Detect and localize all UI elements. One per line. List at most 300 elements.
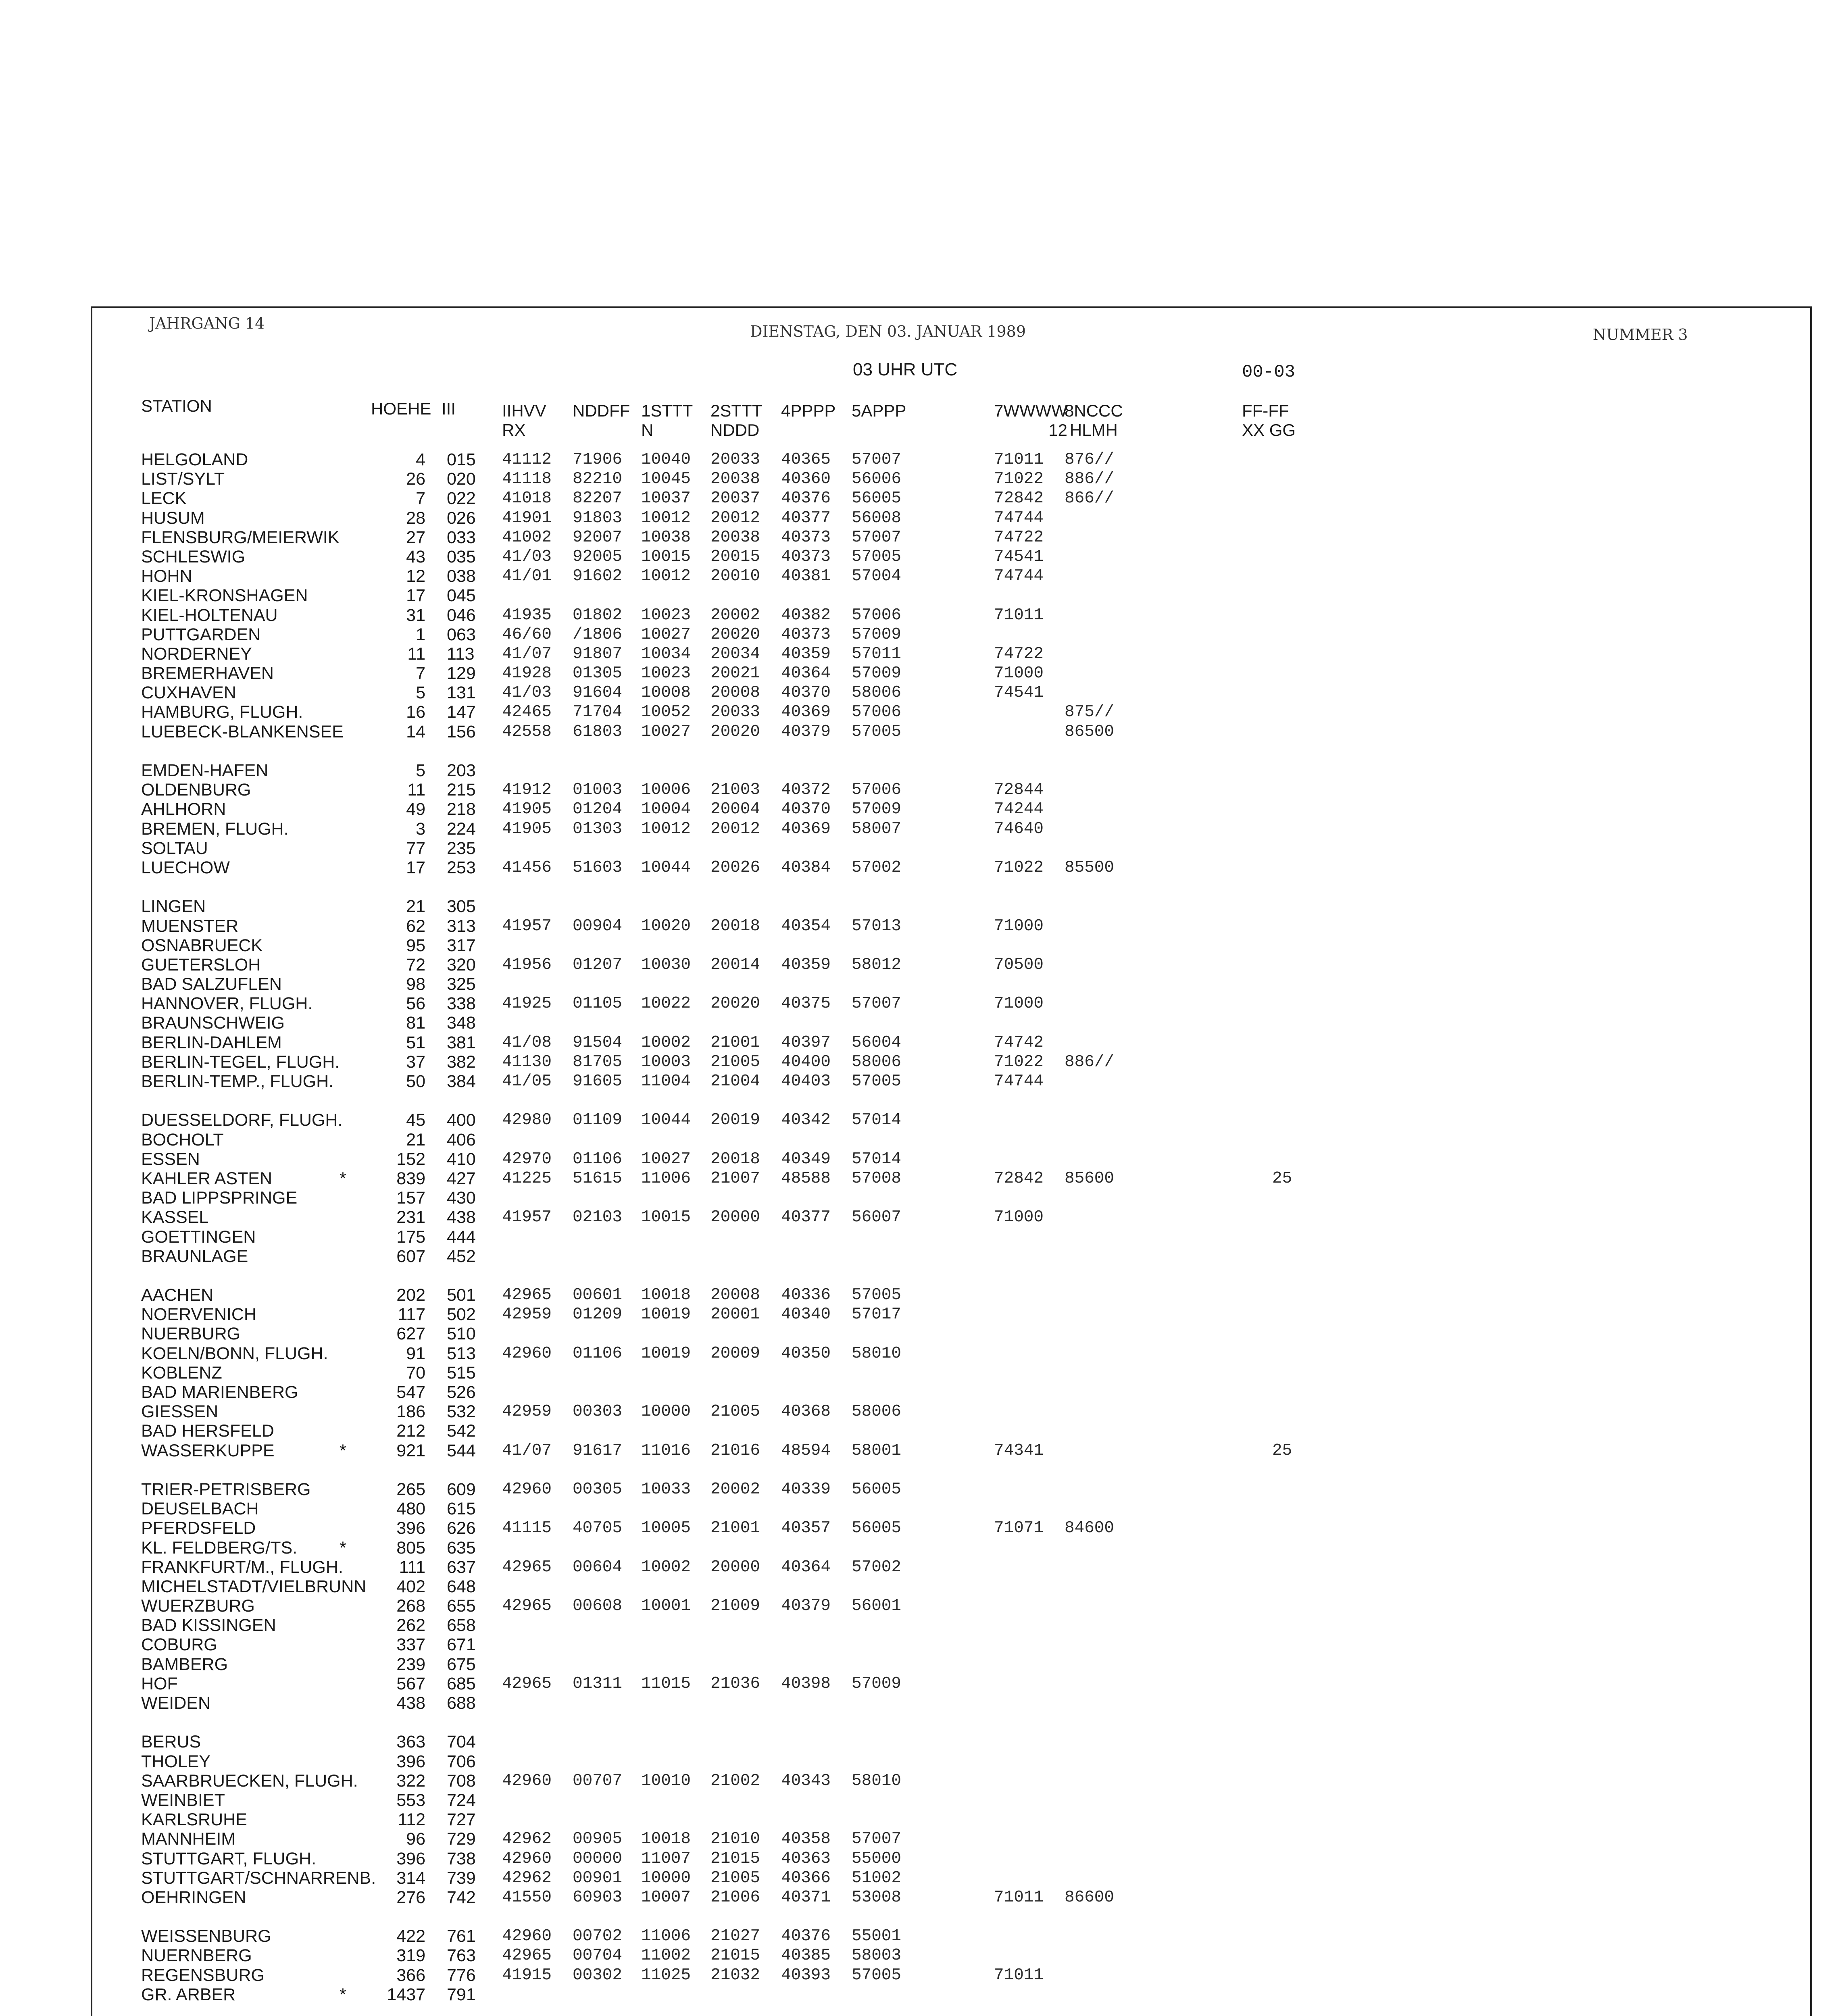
- station-height: 26: [406, 469, 425, 489]
- table-row: [0, 839, 1846, 858]
- code-2sttt: 20020: [710, 625, 760, 644]
- code-4pppp: 40381: [781, 567, 831, 586]
- station-id: 727: [447, 1810, 476, 1830]
- col-station: STATION: [141, 396, 212, 415]
- code-2sttt: 20009: [710, 1344, 760, 1363]
- station-id: 501: [447, 1285, 476, 1305]
- code-nddff: 81705: [573, 1052, 623, 1071]
- station-id: 776: [447, 1965, 476, 1985]
- code-1sttt: 10020: [641, 916, 691, 935]
- station-height: 12: [406, 566, 425, 586]
- code-nddff: 91504: [573, 1033, 623, 1052]
- station-id: 724: [447, 1790, 476, 1810]
- code-2sttt: 20033: [710, 703, 760, 722]
- station-height: 49: [406, 800, 425, 819]
- code-nddff: 01802: [573, 606, 623, 625]
- code-4pppp: 40373: [781, 625, 831, 644]
- code-2sttt: 21007: [710, 1169, 760, 1188]
- code-4pppp: 40369: [781, 703, 831, 722]
- station-id: 045: [447, 586, 476, 606]
- time-range: 00-03: [1242, 362, 1296, 382]
- station-id: 305: [447, 897, 476, 916]
- code-4pppp: 40382: [781, 606, 831, 625]
- code-iihvv: 41118: [502, 470, 552, 489]
- station-height: 175: [396, 1227, 425, 1247]
- station-height: 28: [406, 508, 425, 528]
- station-id: 026: [447, 508, 476, 528]
- code-2sttt: 21015: [710, 1849, 760, 1868]
- station-height: 72: [406, 955, 425, 975]
- station-name: SOLTAU: [141, 838, 208, 858]
- table-row: [0, 1674, 1846, 1693]
- col-iii: III: [442, 399, 456, 418]
- table-row: [0, 1810, 1846, 1829]
- code-5appp: 57007: [852, 528, 902, 547]
- code-iihvv: 41002: [502, 528, 552, 547]
- station-name: MANNHEIM: [141, 1829, 236, 1849]
- code-1sttt: 11007: [641, 1849, 691, 1868]
- code-5appp: 55000: [852, 1849, 902, 1868]
- station-name: OLDENBURG: [141, 780, 251, 800]
- code-8nccc: 866//: [1065, 489, 1115, 508]
- table-row: [0, 1150, 1846, 1169]
- code-nddff: 01209: [573, 1305, 623, 1324]
- code-5appp: 57009: [852, 800, 902, 819]
- station-id: 761: [447, 1926, 476, 1946]
- code-4pppp: 48588: [781, 1169, 831, 1188]
- code-4pppp: 40376: [781, 489, 831, 508]
- table-row: [0, 508, 1846, 528]
- table-row: [0, 761, 1846, 780]
- station-name: BOCHOLT: [141, 1130, 224, 1150]
- code-4pppp: 40359: [781, 955, 831, 974]
- code-1sttt: 10015: [641, 1208, 691, 1227]
- station-id: 742: [447, 1887, 476, 1907]
- code-7wwww: 70500: [994, 955, 1044, 974]
- code-iihvv: 41/05: [502, 1072, 552, 1091]
- station-name: STUTTGART/SCHNARRENB.: [141, 1868, 376, 1888]
- station-name: KL. FELDBERG/TS.: [141, 1538, 298, 1558]
- table-row: [0, 1868, 1846, 1888]
- station-height: 422: [396, 1926, 425, 1946]
- station-name: BAD MARIENBERG: [141, 1383, 298, 1402]
- code-iihvv: 42962: [502, 1830, 552, 1849]
- code-5appp: 57005: [852, 1286, 902, 1305]
- station-id: 615: [447, 1499, 476, 1519]
- table-row: [0, 1616, 1846, 1635]
- station-height: 805: [396, 1538, 425, 1558]
- code-nddff: 71704: [573, 703, 623, 722]
- code-2sttt: 20000: [710, 1558, 760, 1577]
- station-name: OEHRINGEN: [141, 1887, 246, 1907]
- mountain-station-mark: *: [340, 1538, 346, 1558]
- station-height: 3: [416, 819, 425, 839]
- code-nddff: 00905: [573, 1830, 623, 1849]
- code-iihvv: 41915: [502, 1966, 552, 1985]
- code-iihvv: 42960: [502, 1771, 552, 1790]
- table-row: [0, 1421, 1846, 1441]
- code-8nccc: 886//: [1065, 1052, 1115, 1071]
- code-7wwww: 71000: [994, 664, 1044, 683]
- code-nddff: 91602: [573, 567, 623, 586]
- code-4pppp: 40376: [781, 1927, 831, 1946]
- table-row: [0, 1538, 1846, 1558]
- station-name: LUECHOW: [141, 858, 230, 877]
- code-7wwww: 72842: [994, 1169, 1044, 1188]
- station-name: WEINBIET: [141, 1790, 225, 1810]
- station-height: 1: [416, 625, 425, 644]
- station-name: WEIDEN: [141, 1693, 210, 1713]
- code-iihvv: 41/08: [502, 1033, 552, 1052]
- code-5appp: 57011: [852, 644, 902, 663]
- station-id: 317: [447, 935, 476, 955]
- code-5appp: 58010: [852, 1771, 902, 1790]
- code-5appp: 58006: [852, 1402, 902, 1421]
- code-1sttt: 10044: [641, 858, 691, 877]
- code-4pppp: 40364: [781, 664, 831, 683]
- code-2sttt: 20012: [710, 508, 760, 527]
- code-5appp: 56001: [852, 1597, 902, 1616]
- station-height: 396: [396, 1752, 425, 1771]
- code-4pppp: 40343: [781, 1771, 831, 1790]
- station-height: 152: [396, 1149, 425, 1169]
- table-row: [0, 1247, 1846, 1266]
- station-name: KOELN/BONN, FLUGH.: [141, 1343, 328, 1363]
- code-5appp: 58006: [852, 683, 902, 702]
- code-7wwww: 71011: [994, 1966, 1044, 1985]
- code-2sttt: 21001: [710, 1033, 760, 1052]
- col-c5: 4PPPP: [781, 401, 836, 420]
- station-height: 839: [396, 1168, 425, 1188]
- station-height: 37: [406, 1052, 425, 1072]
- code-nddff: 00000: [573, 1849, 623, 1868]
- code-7wwww: 71011: [994, 450, 1044, 469]
- code-7wwww: 71011: [994, 606, 1044, 625]
- station-id: 688: [447, 1693, 476, 1713]
- station-name: NOERVENICH: [141, 1305, 256, 1325]
- table-row: [0, 1169, 1846, 1188]
- code-8nccc: 85600: [1065, 1169, 1115, 1188]
- code-5appp: 58012: [852, 955, 902, 974]
- code-1sttt: 10027: [641, 1150, 691, 1168]
- station-id: 635: [447, 1538, 476, 1558]
- code-7wwww: 71000: [994, 1208, 1044, 1227]
- table-row: [0, 469, 1846, 489]
- code-8nccc: 86600: [1065, 1888, 1115, 1907]
- code-2sttt: 20038: [710, 470, 760, 489]
- col-c6: 5APPP: [852, 401, 906, 420]
- code-1sttt: 10034: [641, 644, 691, 663]
- code-4pppp: 40403: [781, 1072, 831, 1091]
- station-id: 410: [447, 1149, 476, 1169]
- code-2sttt: 20004: [710, 800, 760, 819]
- station-height: 567: [396, 1674, 425, 1693]
- station-id: 131: [447, 683, 476, 703]
- table-row: [0, 1849, 1846, 1868]
- table-row: [0, 1577, 1846, 1596]
- code-1sttt: 11016: [641, 1441, 691, 1460]
- code-5appp: 57013: [852, 916, 902, 935]
- code-5appp: 56008: [852, 508, 902, 527]
- station-height: 157: [396, 1188, 425, 1208]
- station-name: KAHLER ASTEN: [141, 1168, 272, 1188]
- code-7wwww: 74244: [994, 800, 1044, 819]
- station-name: DUESSELDORF, FLUGH.: [141, 1110, 343, 1130]
- table-row: [0, 450, 1846, 469]
- code-2sttt: 20018: [710, 916, 760, 935]
- code-4pppp: 40375: [781, 994, 831, 1013]
- station-name: LIST/SYLT: [141, 469, 225, 489]
- station-id: 035: [447, 547, 476, 566]
- table-row: [0, 528, 1846, 547]
- station-height: 81: [406, 1013, 425, 1033]
- code-iihvv: 41957: [502, 1208, 552, 1227]
- code-4pppp: 40354: [781, 916, 831, 935]
- station-height: 17: [406, 586, 425, 606]
- group-spacer: [0, 877, 1846, 897]
- code-8nccc: 86500: [1065, 722, 1115, 741]
- code-iihvv: 46/60: [502, 625, 552, 644]
- code-1sttt: 10052: [641, 703, 691, 722]
- code-4pppp: 40369: [781, 819, 831, 838]
- code-nddff: 01207: [573, 955, 623, 974]
- table-row: [0, 1752, 1846, 1771]
- col-c3: 1STTT N: [641, 401, 693, 439]
- table-row: [0, 1926, 1846, 1946]
- station-height: 117: [398, 1305, 425, 1325]
- code-1sttt: 10008: [641, 683, 691, 702]
- code-2sttt: 20018: [710, 1150, 760, 1168]
- code-iihvv: 41/07: [502, 1441, 552, 1460]
- table-row: [0, 1033, 1846, 1052]
- code-nddff: 00704: [573, 1946, 623, 1965]
- code-5appp: 57002: [852, 1558, 902, 1577]
- mountain-station-mark: *: [340, 1441, 346, 1460]
- station-id: 235: [447, 838, 476, 858]
- station-id: 063: [447, 625, 476, 644]
- code-1sttt: 10006: [641, 781, 691, 800]
- code-iihvv: 42965: [502, 1558, 552, 1577]
- station-name: KIEL-KRONSHAGEN: [141, 586, 308, 606]
- station-id: 427: [447, 1168, 476, 1188]
- code-iihvv: 42558: [502, 722, 552, 741]
- table-row: [0, 1383, 1846, 1402]
- station-id: 033: [447, 527, 476, 547]
- code-4pppp: 40349: [781, 1150, 831, 1168]
- code-1sttt: 10027: [641, 625, 691, 644]
- code-2sttt: 20026: [710, 858, 760, 877]
- station-name: TRIER-PETRISBERG: [141, 1479, 311, 1499]
- station-height: 402: [396, 1577, 425, 1596]
- code-1sttt: 10022: [641, 994, 691, 1013]
- code-7wwww: 71011: [994, 1888, 1044, 1907]
- code-1sttt: 10019: [641, 1305, 691, 1324]
- station-id: 763: [447, 1946, 476, 1966]
- code-nddff: 91807: [573, 644, 623, 663]
- code-1sttt: 10012: [641, 567, 691, 586]
- table-row: [0, 547, 1846, 566]
- station-id: 156: [447, 722, 476, 741]
- code-4pppp: 40379: [781, 722, 831, 741]
- code-nddff: 00707: [573, 1771, 623, 1790]
- station-height: 7: [416, 489, 425, 508]
- station-height: 7: [416, 664, 425, 683]
- station-height: 31: [406, 605, 425, 625]
- table-row: [0, 1363, 1846, 1383]
- code-4pppp: 40364: [781, 1558, 831, 1577]
- station-height: 276: [396, 1887, 425, 1907]
- code-2sttt: 20002: [710, 606, 760, 625]
- station-id: 526: [447, 1383, 476, 1402]
- station-height: 239: [396, 1654, 425, 1674]
- code-nddff: 01109: [573, 1111, 623, 1130]
- station-name: SAARBRUECKEN, FLUGH.: [141, 1771, 358, 1791]
- code-7wwww: 71022: [994, 1052, 1044, 1071]
- station-height: 17: [406, 858, 425, 877]
- station-name: GIESSEN: [141, 1402, 219, 1422]
- station-id: 739: [447, 1868, 476, 1888]
- code-iihvv: 41/07: [502, 644, 552, 663]
- table-row: [0, 489, 1846, 508]
- station-height: 5: [416, 761, 425, 780]
- station-name: HELGOLAND: [141, 450, 248, 469]
- code-4pppp: 40342: [781, 1111, 831, 1130]
- code-8nccc: 876//: [1065, 450, 1115, 469]
- station-name: WASSERKUPPE: [141, 1441, 275, 1460]
- table-row: [0, 858, 1846, 877]
- station-id: 400: [447, 1110, 476, 1130]
- issue-number: NUMMER 3: [1593, 326, 1688, 344]
- code-nddff: /1806: [573, 625, 623, 644]
- code-4pppp: 40350: [781, 1344, 831, 1363]
- code-2sttt: 20015: [710, 547, 760, 566]
- station-height: 56: [406, 994, 425, 1014]
- code-7wwww: 74744: [994, 508, 1044, 527]
- code-2sttt: 20033: [710, 450, 760, 469]
- table-row: [0, 1732, 1846, 1752]
- station-name: WUERZBURG: [141, 1596, 255, 1616]
- code-4pppp: 40370: [781, 800, 831, 819]
- station-height: 21: [406, 897, 425, 916]
- col-c9: FF-FF XX GG: [1242, 401, 1296, 439]
- station-height: 4: [416, 450, 425, 469]
- table-row: [0, 1888, 1846, 1907]
- station-id: 147: [447, 702, 476, 722]
- code-5appp: 57009: [852, 625, 902, 644]
- station-name: KASSEL: [141, 1208, 209, 1227]
- code-iihvv: 41456: [502, 858, 552, 877]
- station-height: 366: [396, 1965, 425, 1985]
- station-height: 337: [396, 1635, 425, 1655]
- code-nddff: 00601: [573, 1286, 623, 1305]
- code-2sttt: 21036: [710, 1674, 760, 1693]
- table-row: [0, 1110, 1846, 1130]
- code-7wwww: 72844: [994, 781, 1044, 800]
- code-1sttt: 11006: [641, 1169, 691, 1188]
- code-nddff: 01106: [573, 1344, 623, 1363]
- code-nddff: 00702: [573, 1927, 623, 1946]
- table-row: [0, 955, 1846, 975]
- code-7wwww: 71000: [994, 994, 1044, 1013]
- code-nddff: 40705: [573, 1519, 623, 1538]
- table-row: [0, 1402, 1846, 1421]
- station-name: BAMBERG: [141, 1654, 228, 1674]
- code-2sttt: 21003: [710, 781, 760, 800]
- code-iihvv: 41115: [502, 1519, 552, 1538]
- code-5appp: 56005: [852, 1519, 902, 1538]
- code-iihvv: 41130: [502, 1052, 552, 1071]
- code-iihvv: 41112: [502, 450, 552, 469]
- station-height: 112: [398, 1810, 425, 1830]
- code-8nccc: 84600: [1065, 1519, 1115, 1538]
- station-id: 675: [447, 1654, 476, 1674]
- code-iihvv: 41905: [502, 819, 552, 838]
- code-nddff: 61803: [573, 722, 623, 741]
- code-4pppp: 40385: [781, 1946, 831, 1965]
- code-2sttt: 21002: [710, 1771, 760, 1790]
- station-id: 706: [447, 1752, 476, 1771]
- station-height: 62: [406, 916, 425, 936]
- code-nddff: 51615: [573, 1169, 623, 1188]
- station-id: 444: [447, 1227, 476, 1247]
- station-name: FRANKFURT/M., FLUGH.: [141, 1557, 343, 1577]
- code-iihvv: 41956: [502, 955, 552, 974]
- table-row: [0, 1985, 1846, 2004]
- code-5appp: 57004: [852, 567, 902, 586]
- code-5appp: 57006: [852, 606, 902, 625]
- station-name: GR. ARBER: [141, 1985, 236, 2004]
- code-iihvv: 41912: [502, 781, 552, 800]
- code-ff-ff: 25: [1272, 1169, 1292, 1188]
- code-1sttt: 10018: [641, 1286, 691, 1305]
- code-7wwww: 71000: [994, 916, 1044, 935]
- table-row: [0, 819, 1846, 839]
- station-id: 515: [447, 1363, 476, 1383]
- station-name: FLENSBURG/MEIERWIK: [141, 527, 340, 547]
- code-nddff: 92005: [573, 547, 623, 566]
- table-row: [0, 1480, 1846, 1499]
- code-ff-ff: 25: [1272, 1441, 1292, 1460]
- table-row: [0, 1344, 1846, 1363]
- table-row: [0, 683, 1846, 702]
- code-nddff: 00303: [573, 1402, 623, 1421]
- code-iihvv: 41/03: [502, 683, 552, 702]
- station-id: 325: [447, 975, 476, 994]
- station-name: BAD LIPPSPRINGE: [141, 1188, 298, 1208]
- code-4pppp: 40400: [781, 1052, 831, 1071]
- code-5appp: 57005: [852, 1072, 902, 1091]
- code-4pppp: 48594: [781, 1441, 831, 1460]
- code-1sttt: 10010: [641, 1771, 691, 1790]
- code-4pppp: 40384: [781, 858, 831, 877]
- table-row: [0, 1072, 1846, 1091]
- code-5appp: 58001: [852, 1441, 902, 1460]
- code-5appp: 58010: [852, 1344, 902, 1363]
- code-1sttt: 11006: [641, 1927, 691, 1946]
- station-name: STUTTGART, FLUGH.: [141, 1849, 317, 1868]
- station-name: HOF: [141, 1674, 178, 1693]
- code-2sttt: 20038: [710, 528, 760, 547]
- station-name: KOBLENZ: [141, 1363, 222, 1383]
- station-height: 5: [416, 683, 425, 703]
- station-name: BERUS: [141, 1732, 201, 1752]
- table-row: [0, 664, 1846, 683]
- mountain-station-mark: *: [340, 1985, 346, 2004]
- code-1sttt: 10001: [641, 1597, 691, 1616]
- col-c2: NDDFF: [573, 401, 630, 420]
- station-name: NUERNBERG: [141, 1946, 252, 1966]
- table-row: [0, 1558, 1846, 1577]
